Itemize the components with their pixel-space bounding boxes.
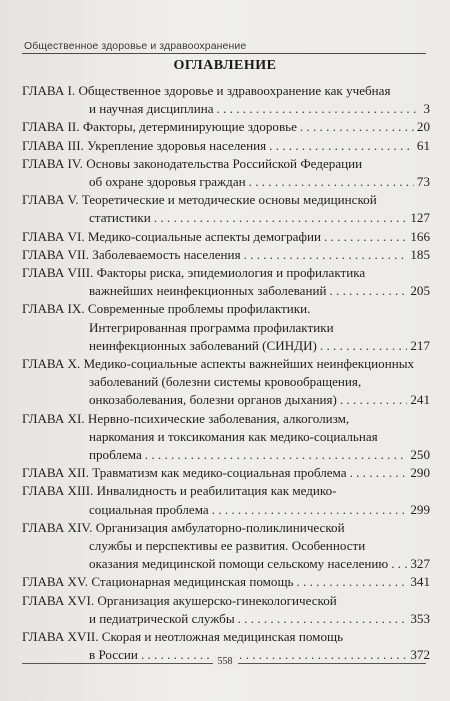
dot-leader (330, 282, 408, 300)
toc-entry-line (22, 191, 430, 209)
dot-leader (391, 555, 407, 573)
header-rule (22, 53, 426, 54)
page-number-footer (0, 656, 450, 667)
toc-entry (22, 464, 430, 482)
toc-entry (22, 300, 430, 355)
toc-entry-line (22, 173, 430, 191)
dot-leader (324, 228, 407, 246)
running-head: Общественное здоровье и здравоохранение (24, 40, 247, 52)
dot-leader (145, 446, 408, 464)
toc-entry-line (22, 118, 430, 136)
toc-entry-title-continuation: в России (89, 647, 138, 663)
toc-page-number: 127 (410, 210, 430, 226)
toc-entry-line (22, 373, 430, 391)
toc-entry-line (22, 282, 430, 300)
toc-entry-title: ГЛАВА IV. Основы законодательства Российской Федерации (22, 155, 363, 171)
dot-leader (300, 118, 414, 136)
toc-entry-line (22, 264, 430, 282)
toc-entry-title-continuation: и педиатрической службы (89, 610, 235, 626)
toc-page-number: 166 (410, 228, 430, 244)
toc-entry-line (22, 537, 430, 555)
toc-entry-title-continuation: заболеваний (болезни системы кровообращения, (89, 374, 362, 390)
toc-page-number: 217 (410, 337, 430, 353)
toc-entry-title: ГЛАВА II. Факторы, детерминирующие здоровье (22, 119, 297, 135)
toc-entry-title-continuation: социальная проблема (89, 501, 209, 517)
toc-entry-title-continuation: онкозаболевания, болезни органов дыхания) (89, 392, 337, 408)
dot-leader (217, 100, 421, 118)
toc-entry-title: ГЛАВА VII. Заболеваемость населения (22, 246, 241, 262)
table-of-contents (22, 82, 430, 665)
toc-page-number: 20 (416, 119, 430, 135)
toc-entry (22, 592, 430, 628)
toc-entry-line (22, 573, 430, 591)
toc-page-number: 353 (410, 610, 430, 626)
toc-entry-line (22, 519, 430, 537)
toc-entry-title: ГЛАВА XIV. Организация амбулаторно-поликлинической (22, 519, 345, 535)
toc-entry-title-continuation: неинфекционных заболеваний (СИНДИ) (89, 337, 317, 353)
dot-leader (340, 391, 407, 409)
toc-entry-title: ГЛАВА XVI. Организация акушерско-гинекологической (22, 592, 337, 608)
toc-page-number: 372 (410, 647, 430, 663)
toc-page-number: 3 (423, 101, 430, 117)
toc-page-number: 185 (410, 246, 430, 262)
toc-page-number: 299 (410, 501, 430, 517)
toc-entry-line (22, 209, 430, 227)
toc-entry (22, 228, 430, 246)
toc-title: ОГЛАВЛЕНИЕ (173, 58, 277, 73)
toc-entry-line (22, 100, 430, 118)
toc-entry-title: ГЛАВА VIII. Факторы риска, эпидемиология и профилактика (22, 265, 366, 281)
toc-entry (22, 482, 430, 518)
toc-entry (22, 410, 430, 465)
toc-entry-line (22, 246, 430, 264)
toc-entry-line (22, 592, 430, 610)
toc-entry-title: ГЛАВА IX. Современные проблемы профилактики. (22, 301, 311, 317)
toc-entry-title-continuation: статистики (89, 210, 151, 226)
toc-entry-line (22, 355, 430, 373)
toc-entry-line (22, 391, 430, 409)
toc-page-number: 241 (410, 392, 430, 408)
toc-page-number: 250 (410, 447, 430, 463)
toc-entry-line (22, 82, 430, 100)
toc-entry-line (22, 628, 430, 646)
toc-entry-line (22, 482, 430, 500)
dot-leader (238, 610, 408, 628)
toc-entry-line (22, 610, 430, 628)
dot-leader (269, 137, 414, 155)
toc-page-number: 61 (416, 137, 430, 153)
toc-entry (22, 82, 430, 118)
toc-entry-title-continuation: и научная дисциплина (89, 101, 214, 117)
toc-entry-title: ГЛАВА XVII. Скорая и неотложная медицинская помощь (22, 629, 344, 645)
toc-page-number: 205 (410, 283, 430, 299)
toc-entry (22, 573, 430, 591)
toc-entry-line (22, 555, 430, 573)
toc-entry-title-continuation: важнейших неинфекционных заболеваний (89, 283, 327, 299)
toc-entry (22, 246, 430, 264)
toc-entry-line (22, 337, 430, 355)
dot-leader (212, 501, 408, 519)
toc-page-number: 327 (410, 556, 430, 572)
toc-entry (22, 191, 430, 227)
toc-entry-line (22, 137, 430, 155)
toc-entry-title: ГЛАВА VI. Медико-социальные аспекты демографии (22, 228, 321, 244)
toc-page-number: 73 (416, 174, 430, 190)
dot-leader (350, 464, 408, 482)
toc-entry (22, 137, 430, 155)
toc-entry-title-continuation: службы и перспективы ее развития. Особенности (89, 538, 366, 554)
toc-entry-line (22, 446, 430, 464)
dot-leader (249, 173, 414, 191)
toc-page-number: 341 (410, 574, 430, 590)
toc-entry-line (22, 464, 430, 482)
toc-entry-title-continuation: проблема (89, 447, 142, 463)
toc-entry-title: ГЛАВА XV. Стационарная медицинская помощь (22, 574, 294, 590)
toc-entry-title: ГЛАВА I. Общественное здоровье и здравоохранение как учебная (22, 83, 391, 98)
toc-entry (22, 355, 430, 410)
toc-entry-title: ГЛАВА XII. Травматизм как медико-социальная проблема (22, 465, 347, 481)
toc-entry (22, 118, 430, 136)
toc-entry-title: ГЛАВА XI. Нервно-психические заболевания, алкоголизм, (22, 410, 350, 426)
toc-entry-line (22, 501, 430, 519)
page-number: 558 (213, 656, 238, 667)
toc-entry-title: ГЛАВА X. Медико-социальные аспекты важнейших неинфекционных (22, 356, 415, 372)
toc-entry (22, 155, 430, 191)
toc-entry (22, 519, 430, 574)
toc-entry (22, 264, 430, 300)
dot-leader (244, 246, 408, 264)
toc-entry-title-continuation: наркомания и токсикомания как медико-социальная (89, 428, 378, 444)
toc-entry-title-continuation: об охране здоровья граждан (89, 174, 246, 190)
toc-entry-line (22, 228, 430, 246)
toc-entry-line (22, 428, 430, 446)
toc-entry-line (22, 410, 430, 428)
dot-leader (320, 337, 407, 355)
toc-entry-title-continuation: оказания медицинской помощи сельскому населению (89, 556, 389, 572)
toc-page-number: 290 (410, 465, 430, 481)
toc-entry-title-continuation: Интегрированная программа профилактики (89, 319, 334, 335)
toc-entry-title: ГЛАВА XIII. Инвалидность и реабилитация как медико- (22, 483, 337, 499)
toc-entry-line (22, 300, 430, 318)
toc-entry-title: ГЛАВА III. Укрепление здоровья населения (22, 137, 267, 153)
dot-leader (297, 573, 408, 591)
dot-leader (154, 209, 408, 227)
toc-entry-line (22, 155, 430, 173)
toc-entry-title: ГЛАВА V. Теоретические и методические основы медицинской (22, 192, 377, 208)
toc-entry-line (22, 319, 430, 337)
